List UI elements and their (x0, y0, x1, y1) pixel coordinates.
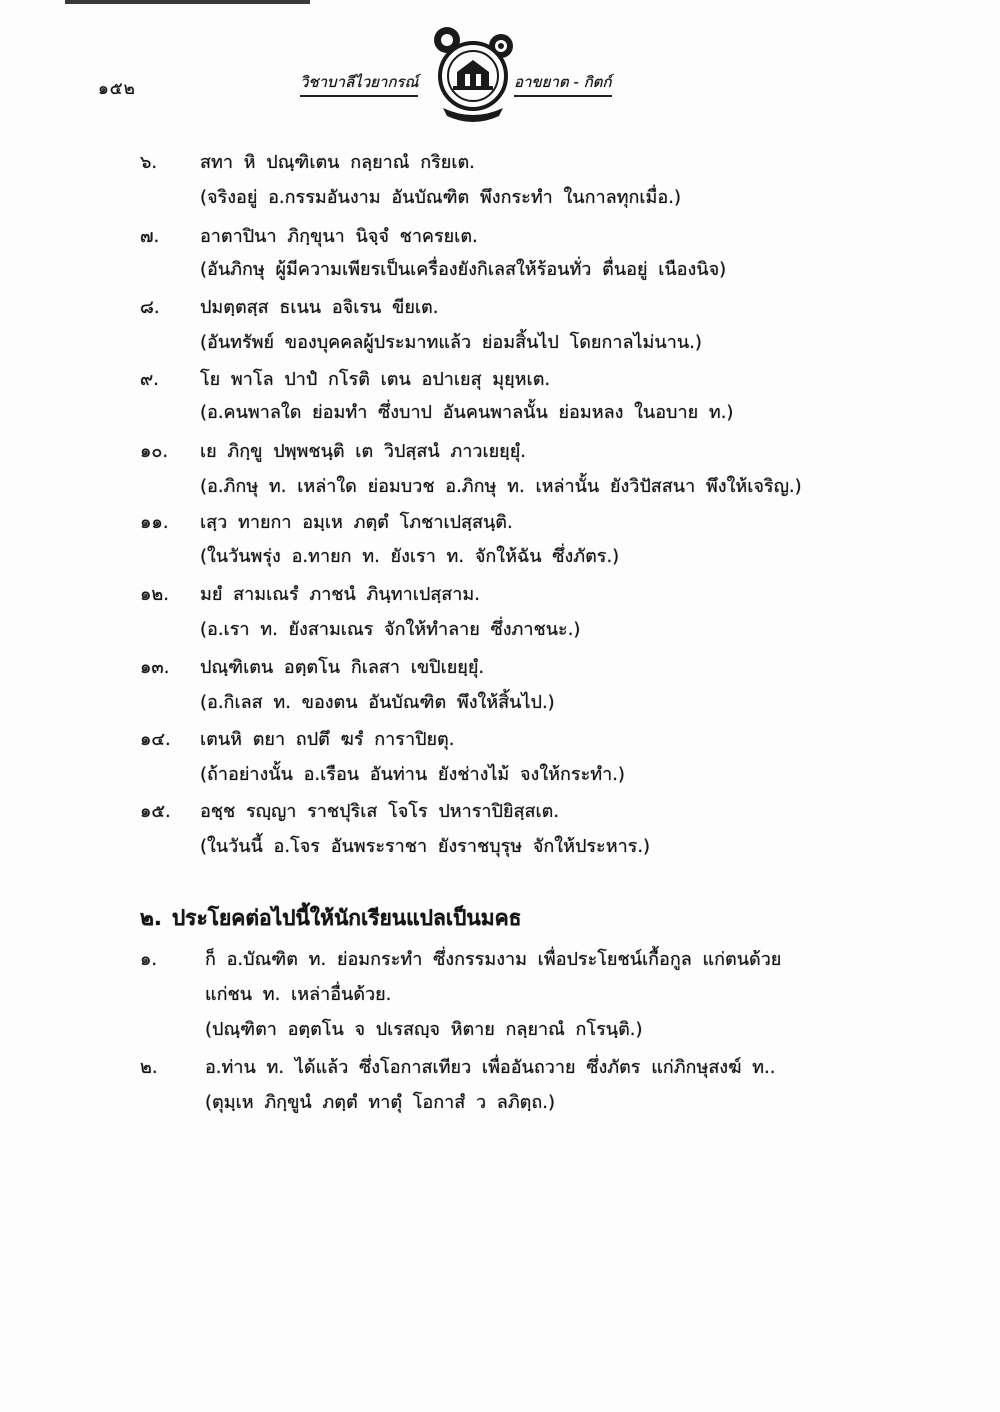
thai-translation: (ในวันพรุ่ง อ.ทายก ท. ยังเรา ท. จักให้ฉัน ซึ่งภัตร.) (200, 546, 620, 567)
item-number: ๖. (140, 152, 158, 173)
page-number: ๑๕๒ (98, 79, 136, 99)
pali-translation: (ตุมฺเห ภิกฺขูนํ ภตฺตํ ทาตุํ โอกาสํ ว ลภิตฺถ.) (205, 1092, 556, 1113)
emblem-logo (425, 18, 521, 128)
pali-sentence: ปมตฺตสฺส ธเนน อจิเรน ขียเต. (200, 297, 439, 318)
item-number: ๙. (140, 369, 159, 390)
thai-translation: (อ.กิเลส ท. ของตน อันบัณฑิต พึงให้สิ้นไป.) (200, 692, 555, 713)
thai-translation: (ในวันนี้ อ.โจร อันพระราชา ยังราชบุรุษ จักให้ประหาร.) (200, 836, 651, 857)
section-number: ๒. (140, 906, 162, 930)
item-number: ๑๓. (140, 657, 170, 678)
scan-edge-line (65, 0, 310, 4)
pali-sentence: เตนหิ ตยา ถปตึ ฆรํ การาปิยตุ. (200, 729, 455, 750)
item-number: ๑. (140, 949, 158, 970)
item-number: ๒. (140, 1057, 158, 1078)
thai-sentence: ก็ อ.บัณฑิต ท. ย่อมกระทำ ซึ่งกรรมงาม เพื่อประโยชน์เกื้อกูล แก่ตนด้วย (205, 949, 782, 970)
section-title: ประโยคต่อไปนี้ให้นักเรียนแปลเป็นมคธ (171, 906, 522, 930)
item-number: ๘. (140, 297, 160, 318)
item-number: ๑๕. (140, 801, 171, 822)
section-heading (140, 904, 521, 932)
thai-translation: (อันทรัพย์ ของบุคคลผู้ประมาทแล้ว ย่อมสิ้นไป โดยกาลไม่นาน.) (200, 332, 702, 353)
pali-sentence: อาตาปินา ภิกฺขุนา นิจฺจํ ชาครยเต. (200, 226, 478, 247)
thai-translation: (อ.ภิกษุ ท. เหล่าใด ย่อมบวช อ.ภิกษุ ท. เหล่านั้น ยังวิปัสสนา พึงให้เจริญ.) (200, 476, 802, 497)
pali-translation: (ปณฺฑิตา อตฺตโน จ ปเรสญฺจ หิตาย กลฺยาณํ กโรนฺติ.) (205, 1019, 643, 1040)
thai-translation: (อันภิกษุ ผู้มีความเพียรเป็นเครื่องยังกิเลสให้ร้อนทั่ว ตื่นอยู่ เนืองนิจ) (200, 259, 727, 280)
pali-sentence: เย ภิกฺขู ปพฺพชนฺติ เต วิปสฺสนํ ภาวเยยฺยุํ. (200, 441, 526, 462)
pali-sentence: สทา หิ ปณฺฑิเตน กลฺยาณํ กริยเต. (200, 152, 475, 173)
thai-translation: (อ.เรา ท. ยังสามเณร จักให้ทำลาย ซึ่งภาชนะ.) (200, 619, 581, 640)
pali-sentence: โย พาโล ปาปํ กโรติ เตน อปาเยสุ มุยฺหเต. (200, 369, 551, 390)
pali-sentence: เสฺว ทายกา อมฺเห ภตฺตํ โภชาเปสฺสนฺติ. (200, 512, 513, 533)
item-number: ๑๑. (140, 512, 169, 533)
item-number: ๑๔. (140, 729, 171, 750)
thai-translation: (จริงอยู่ อ.กรรมอันงาม อันบัณฑิต พึงกระทำ ในกาลทุกเมื่อ.) (200, 187, 681, 208)
thai-sentence-continued: แก่ชน ท. เหล่าอื่นด้วย. (205, 984, 392, 1005)
pali-sentence: อชฺช รญฺญา ราชปุริเส โจโร ปหาราปิยิสฺสเต. (200, 801, 560, 822)
item-number: ๑๒. (140, 584, 170, 605)
header-right-title: อาขยาต - กิตก์ (514, 72, 612, 97)
item-number: ๗. (140, 226, 160, 247)
pali-sentence: มยํ สามเณรํ ภาชนํ ภินฺทาเปสฺสาม. (200, 584, 480, 605)
thai-translation: (อ.คนพาลใด ย่อมทำ ซึ่งบาป อันคนพาลนั้น ย่อมหลง ในอบาย ท.) (200, 402, 734, 423)
thai-translation: (ถ้าอย่างนั้น อ.เรือน อันท่าน ยังช่างไม้ จงให้กระทำ.) (200, 764, 625, 785)
thai-sentence: อ.ท่าน ท. ได้แล้ว ซึ่งโอกาสเทียว เพื่ออันถวาย ซึ่งภัตร แก่ภิกษุสงฆ์ ท.. (205, 1057, 776, 1078)
item-number: ๑๐. (140, 441, 169, 462)
header-left-title: วิชาบาลีไวยากรณ์ (300, 72, 418, 97)
pali-sentence: ปณฺฑิเตน อตฺตโน กิเลสา เขปิเยยฺยุํ. (200, 657, 485, 678)
